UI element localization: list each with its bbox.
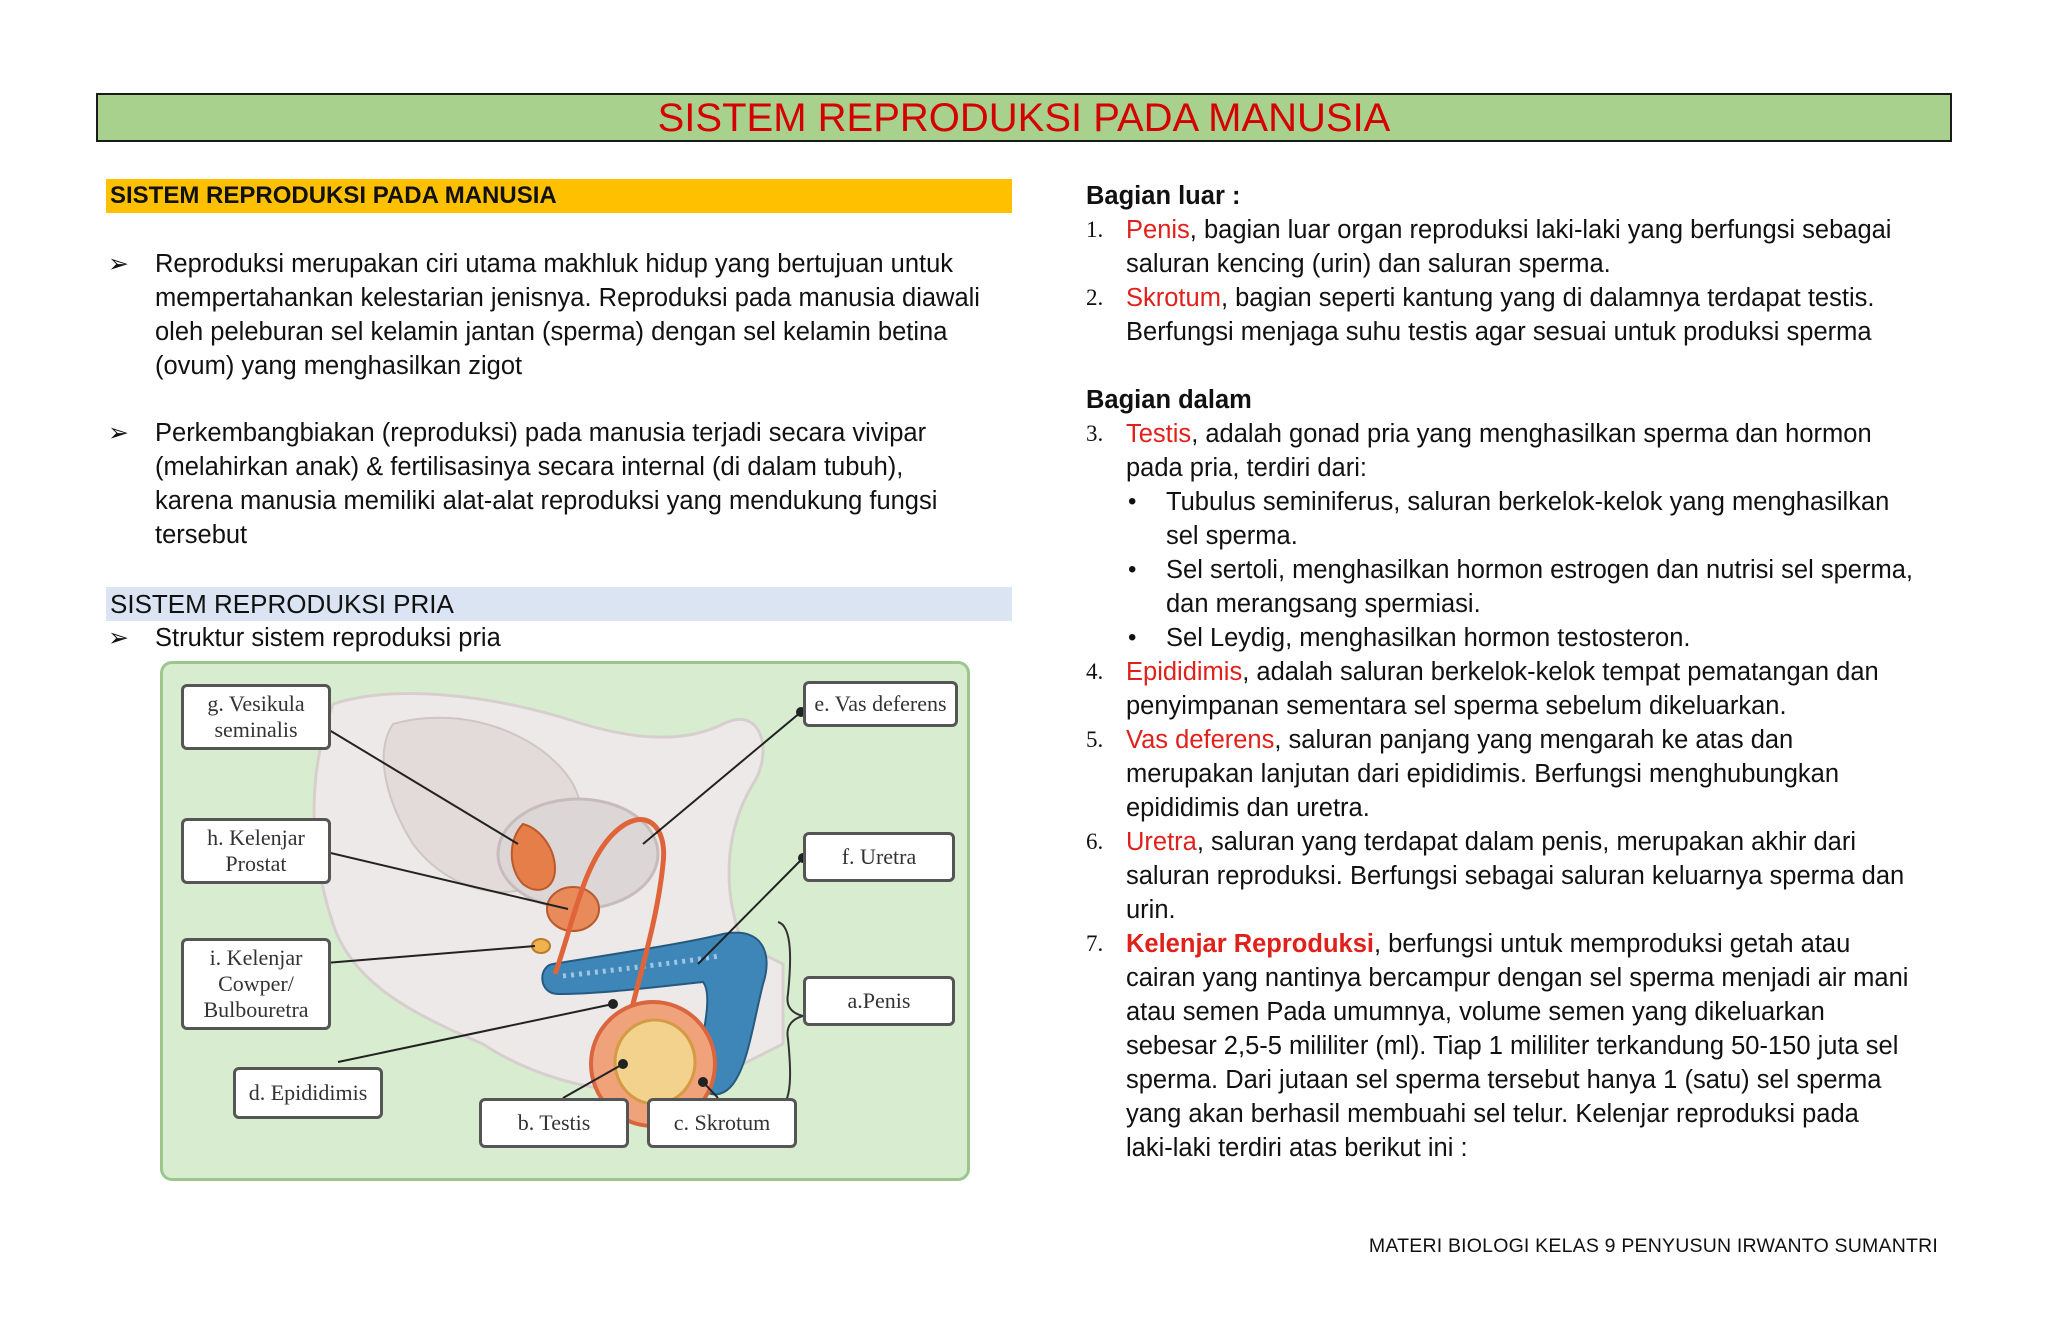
list-item-vas-deferens: 5. Vas deferens, saluran panjang yang mengarah ke atas dan merupakan lanjutan dari epididimis. Berfungsi menghubungkan epididimis dan uretra. — [1086, 726, 1840, 822]
sub-item-sertoli: • Sel sertoli, menghasilkan hormon estrogen dan nutrisi sel sperma, dan merangsang spermiasi. — [1128, 556, 1913, 618]
term-kelenjar-reproduksi: Kelenjar Reproduksi — [1126, 930, 1374, 958]
section-heading-reproduksi: SISTEM REPRODUKSI PADA MANUSIA — [106, 179, 1012, 213]
term-testis: Testis — [1126, 420, 1192, 448]
bagian-dalam-heading: Bagian dalam — [1086, 386, 1252, 414]
label-kelenjar-cowper: i. Kelenjar Cowper/ Bulbouretra — [181, 938, 331, 1030]
list-item-penis: 1. Penis, bagian luar organ reproduksi laki-laki yang berfungsi sebagai saluran kencing (urin) dan saluran sperma. — [1086, 216, 1892, 278]
section-heading-pria: SISTEM REPRODUKSI PRIA — [106, 587, 1012, 621]
list-item-uretra: 6. Uretra, saluran yang terdapat dalam penis, merupakan akhir dari saluran reproduksi. Berfungsi sebagai saluran keluarnya sperma dan urin. — [1086, 828, 1905, 924]
struktur-bullet-text: Struktur sistem reproduksi pria — [155, 624, 501, 652]
label-vesikula-seminalis: g. Vesikula seminalis — [181, 684, 331, 750]
paragraph-perkembangbiakan: Perkembangbiakan (reproduksi) pada manusia terjadi secara vivipar (melahirkan anak) & fertilisasinya secara internal (di dalam tubuh), karena manusia memiliki alat-alat reproduksi yang mendukung fungsi tersebut — [155, 419, 938, 549]
page-title: SISTEM REPRODUKSI PADA MANUSIA — [657, 96, 1391, 140]
label-vas-deferens: e. Vas deferens — [803, 681, 958, 727]
list-item-testis: 3. Testis, adalah gonad pria yang menghasilkan sperma dan hormon pada pria, terdiri dari: — [1086, 420, 1872, 482]
sub-item-tubulus: • Tubulus seminiferus, saluran berkelok-kelok yang menghasilkan sel sperma. — [1128, 488, 1890, 550]
sub-item-leydig: • Sel Leydig, menghasilkan hormon testosteron. — [1128, 624, 1691, 652]
footer-credit: MATERI BIOLOGI KELAS 9 PENYUSUN IRWANTO SUMANTRI — [1368, 1235, 1938, 1257]
label-epididimis: d. Epididimis — [233, 1067, 383, 1119]
bagian-luar-heading: Bagian luar : — [1086, 182, 1241, 210]
arrow-bullet-icon: ➢ — [108, 250, 129, 278]
right-column — [1086, 179, 1966, 1165]
list-item-epididimis: 4. Epididimis, adalah saluran berkelok-kelok tempat pematangan dan penyimpanan sementara sel sperma sebelum dikeluarkan. — [1086, 658, 1879, 720]
term-skrotum: Skrotum — [1126, 284, 1221, 312]
term-vas-deferens: Vas deferens — [1126, 726, 1275, 754]
page-title-banner — [96, 93, 1952, 142]
male-reproductive-diagram — [160, 661, 970, 1181]
term-penis: Penis — [1126, 216, 1190, 244]
arrow-bullet-icon: ➢ — [108, 419, 129, 447]
term-epididimis: Epididimis — [1126, 658, 1243, 686]
list-item-skrotum: 2. Skrotum, bagian seperti kantung yang di dalamnya terdapat testis. Berfungsi menjaga suhu testis agar sesuai untuk produksi sperma — [1086, 284, 1875, 346]
paragraph-reproduksi: Reproduksi merupakan ciri utama makhluk hidup yang bertujuan untuk mempertahankan kelestarian jenisnya. Reproduksi pada manusia diawali oleh peleburan sel kelamin jantan (sperma) dengan sel kelamin betina (ovum) yang menghasilkan zigot — [155, 250, 980, 380]
label-uretra: f. Uretra — [803, 832, 955, 882]
arrow-bullet-icon: ➢ — [108, 624, 129, 652]
label-skrotum: c. Skrotum — [647, 1098, 797, 1148]
label-testis: b. Testis — [479, 1098, 629, 1148]
label-penis: a.Penis — [803, 976, 955, 1026]
term-uretra: Uretra — [1126, 828, 1197, 856]
label-kelenjar-prostat: h. Kelenjar Prostat — [181, 818, 331, 884]
list-item-kelenjar: 7. Kelenjar Reproduksi, berfungsi untuk memproduksi getah atau cairan yang nantinya bercampur dengan sel sperma menjadi air mani atau semen Pada umumnya, volume semen yang dikeluarkan sebesar 2,5-5 mililiter (ml). Tiap 1 mililiter terkandung 50-150 juta sel sperma. Dari jutaan sel sperma tersebut hanya 1 (satu) sel sperma yang akan berhasil membuahi sel telur. Kelenjar reproduksi pada laki-laki terdiri atas berikut ini : — [1086, 930, 1909, 1162]
